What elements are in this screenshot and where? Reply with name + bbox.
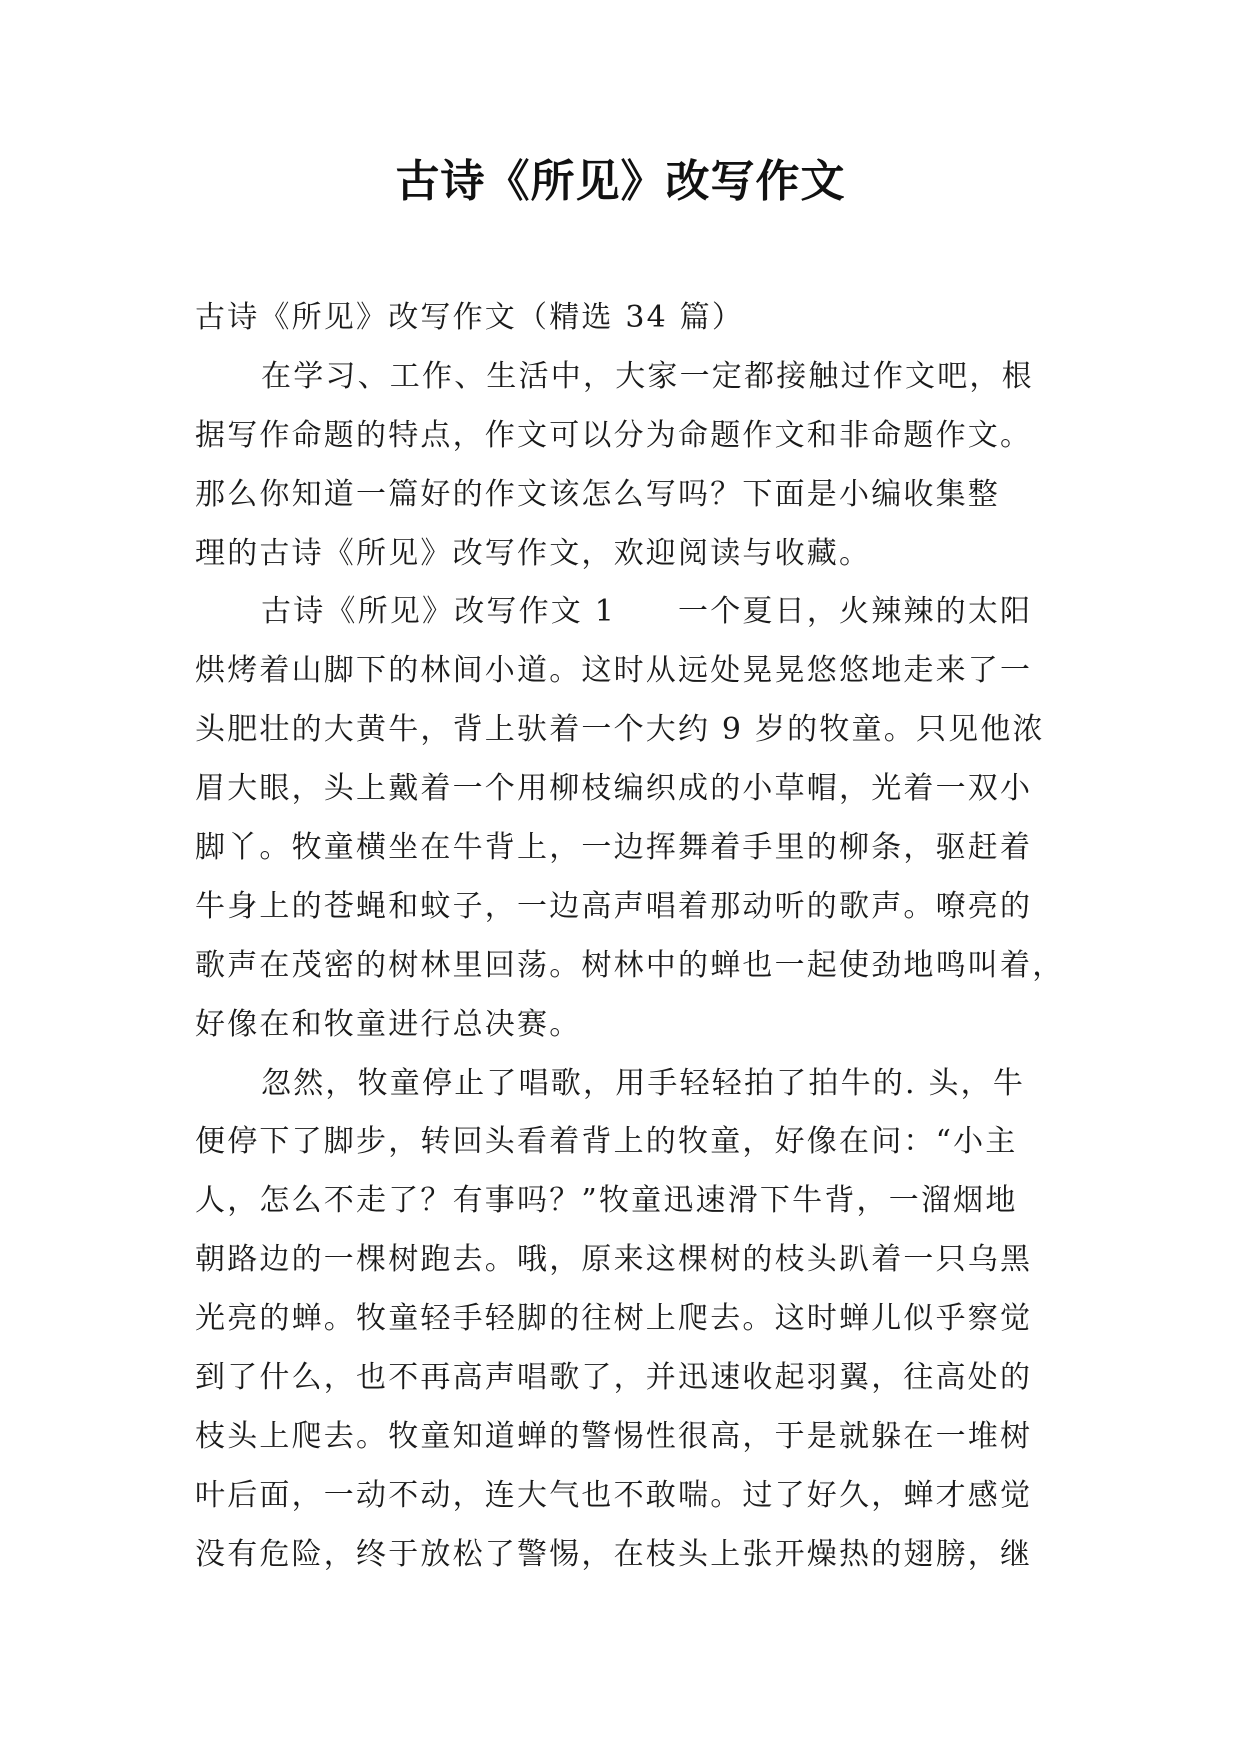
line-text: 光亮的蝉。牧童轻手轻脚的往树上爬去。这时蝉儿似乎察觉 [195,1301,1033,1337]
document-body [195,289,1065,1585]
text-line [195,1231,1065,1290]
text-line [195,937,1065,996]
line-text: 忽然，牧童停止了唱歌，用手轻轻拍了拍牛的. 头，牛 [261,1065,1026,1101]
text-line [195,760,1065,819]
text-line [195,1113,1065,1172]
text-line [195,348,1065,407]
text-line [195,1467,1065,1526]
text-line [195,583,1065,642]
text-line [195,466,1065,525]
text-line [195,1172,1065,1231]
line-text: 叶后面，一动不动，连大气也不敢喘。过了好久，蝉才感觉 [195,1477,1033,1513]
line-text: 脚丫。牧童横坐在牛背上，一边挥舞着手里的柳条，驱赶着 [195,830,1033,866]
text-line [195,525,1065,584]
line-text: 歌声在茂密的树林里回荡。树林中的蝉也一起使劲地鸣叫着， [195,947,1065,983]
text-line [195,289,1065,348]
line-text: 据写作命题的特点，作文可以分为命题作文和非命题作文。 [195,417,1033,453]
document-title: 古诗《所见》改写作文 [395,156,846,207]
line-text: 牛身上的苍蝇和蚊子，一边高声唱着那动听的歌声。嘹亮的 [195,888,1033,924]
line-text: 一个夏日，火辣辣的太阳 [678,594,1033,630]
line-text: 人，怎么不走了？有事吗？”牧童迅速滑下牛背，一溜烟地 [195,1183,1018,1219]
line-text: 头肥壮的大黄牛，背上驮着一个大约 9 岁的牧童。只见他浓 [195,712,1045,748]
text-line [195,1408,1065,1467]
line-text: 在学习、工作、生活中，大家一定都接触过作文吧，根 [261,358,1034,394]
line-text: 朝路边的一棵树跑去。哦，原来这棵树的枝头趴着一只乌黑 [195,1242,1033,1278]
text-line [195,701,1065,760]
text-line [195,996,1065,1055]
text-line [195,642,1065,701]
line-text: 那么你知道一篇好的作文该怎么写吗？下面是小编收集整 [195,476,1000,512]
text-line [195,878,1065,937]
line-text: 烘烤着山脚下的林间小道。这时从远处晃晃悠悠地走来了一 [195,653,1033,689]
text-line [195,819,1065,878]
text-line [195,1055,1065,1114]
text-line [195,1526,1065,1585]
text-line [195,407,1065,466]
text-line [195,1349,1065,1408]
line-text: 理的古诗《所见》改写作文，欢迎阅读与收藏。 [195,535,872,571]
line-text: 好像在和牧童进行总决赛。 [195,1006,582,1042]
text-line [195,1290,1065,1349]
line-text: 枝头上爬去。牧童知道蝉的警惕性很高，于是就躲在一堆树 [195,1418,1033,1454]
section-heading: 古诗《所见》改写作文 1 [261,594,617,630]
line-text: 没有危险，终于放松了警惕，在枝头上张开燥热的翅膀，继 [195,1536,1033,1572]
line-text: 到了什么，也不再高声唱歌了，并迅速收起羽翼，往高处的 [195,1360,1033,1396]
line-text: 便停下了脚步，转回头看着背上的牧童，好像在问：“小主 [195,1124,1018,1160]
line-text: 眉大眼，头上戴着一个用柳枝编织成的小草帽，光着一双小 [195,771,1033,807]
line-text: 古诗《所见》改写作文（精选 34 篇） [195,300,745,335]
